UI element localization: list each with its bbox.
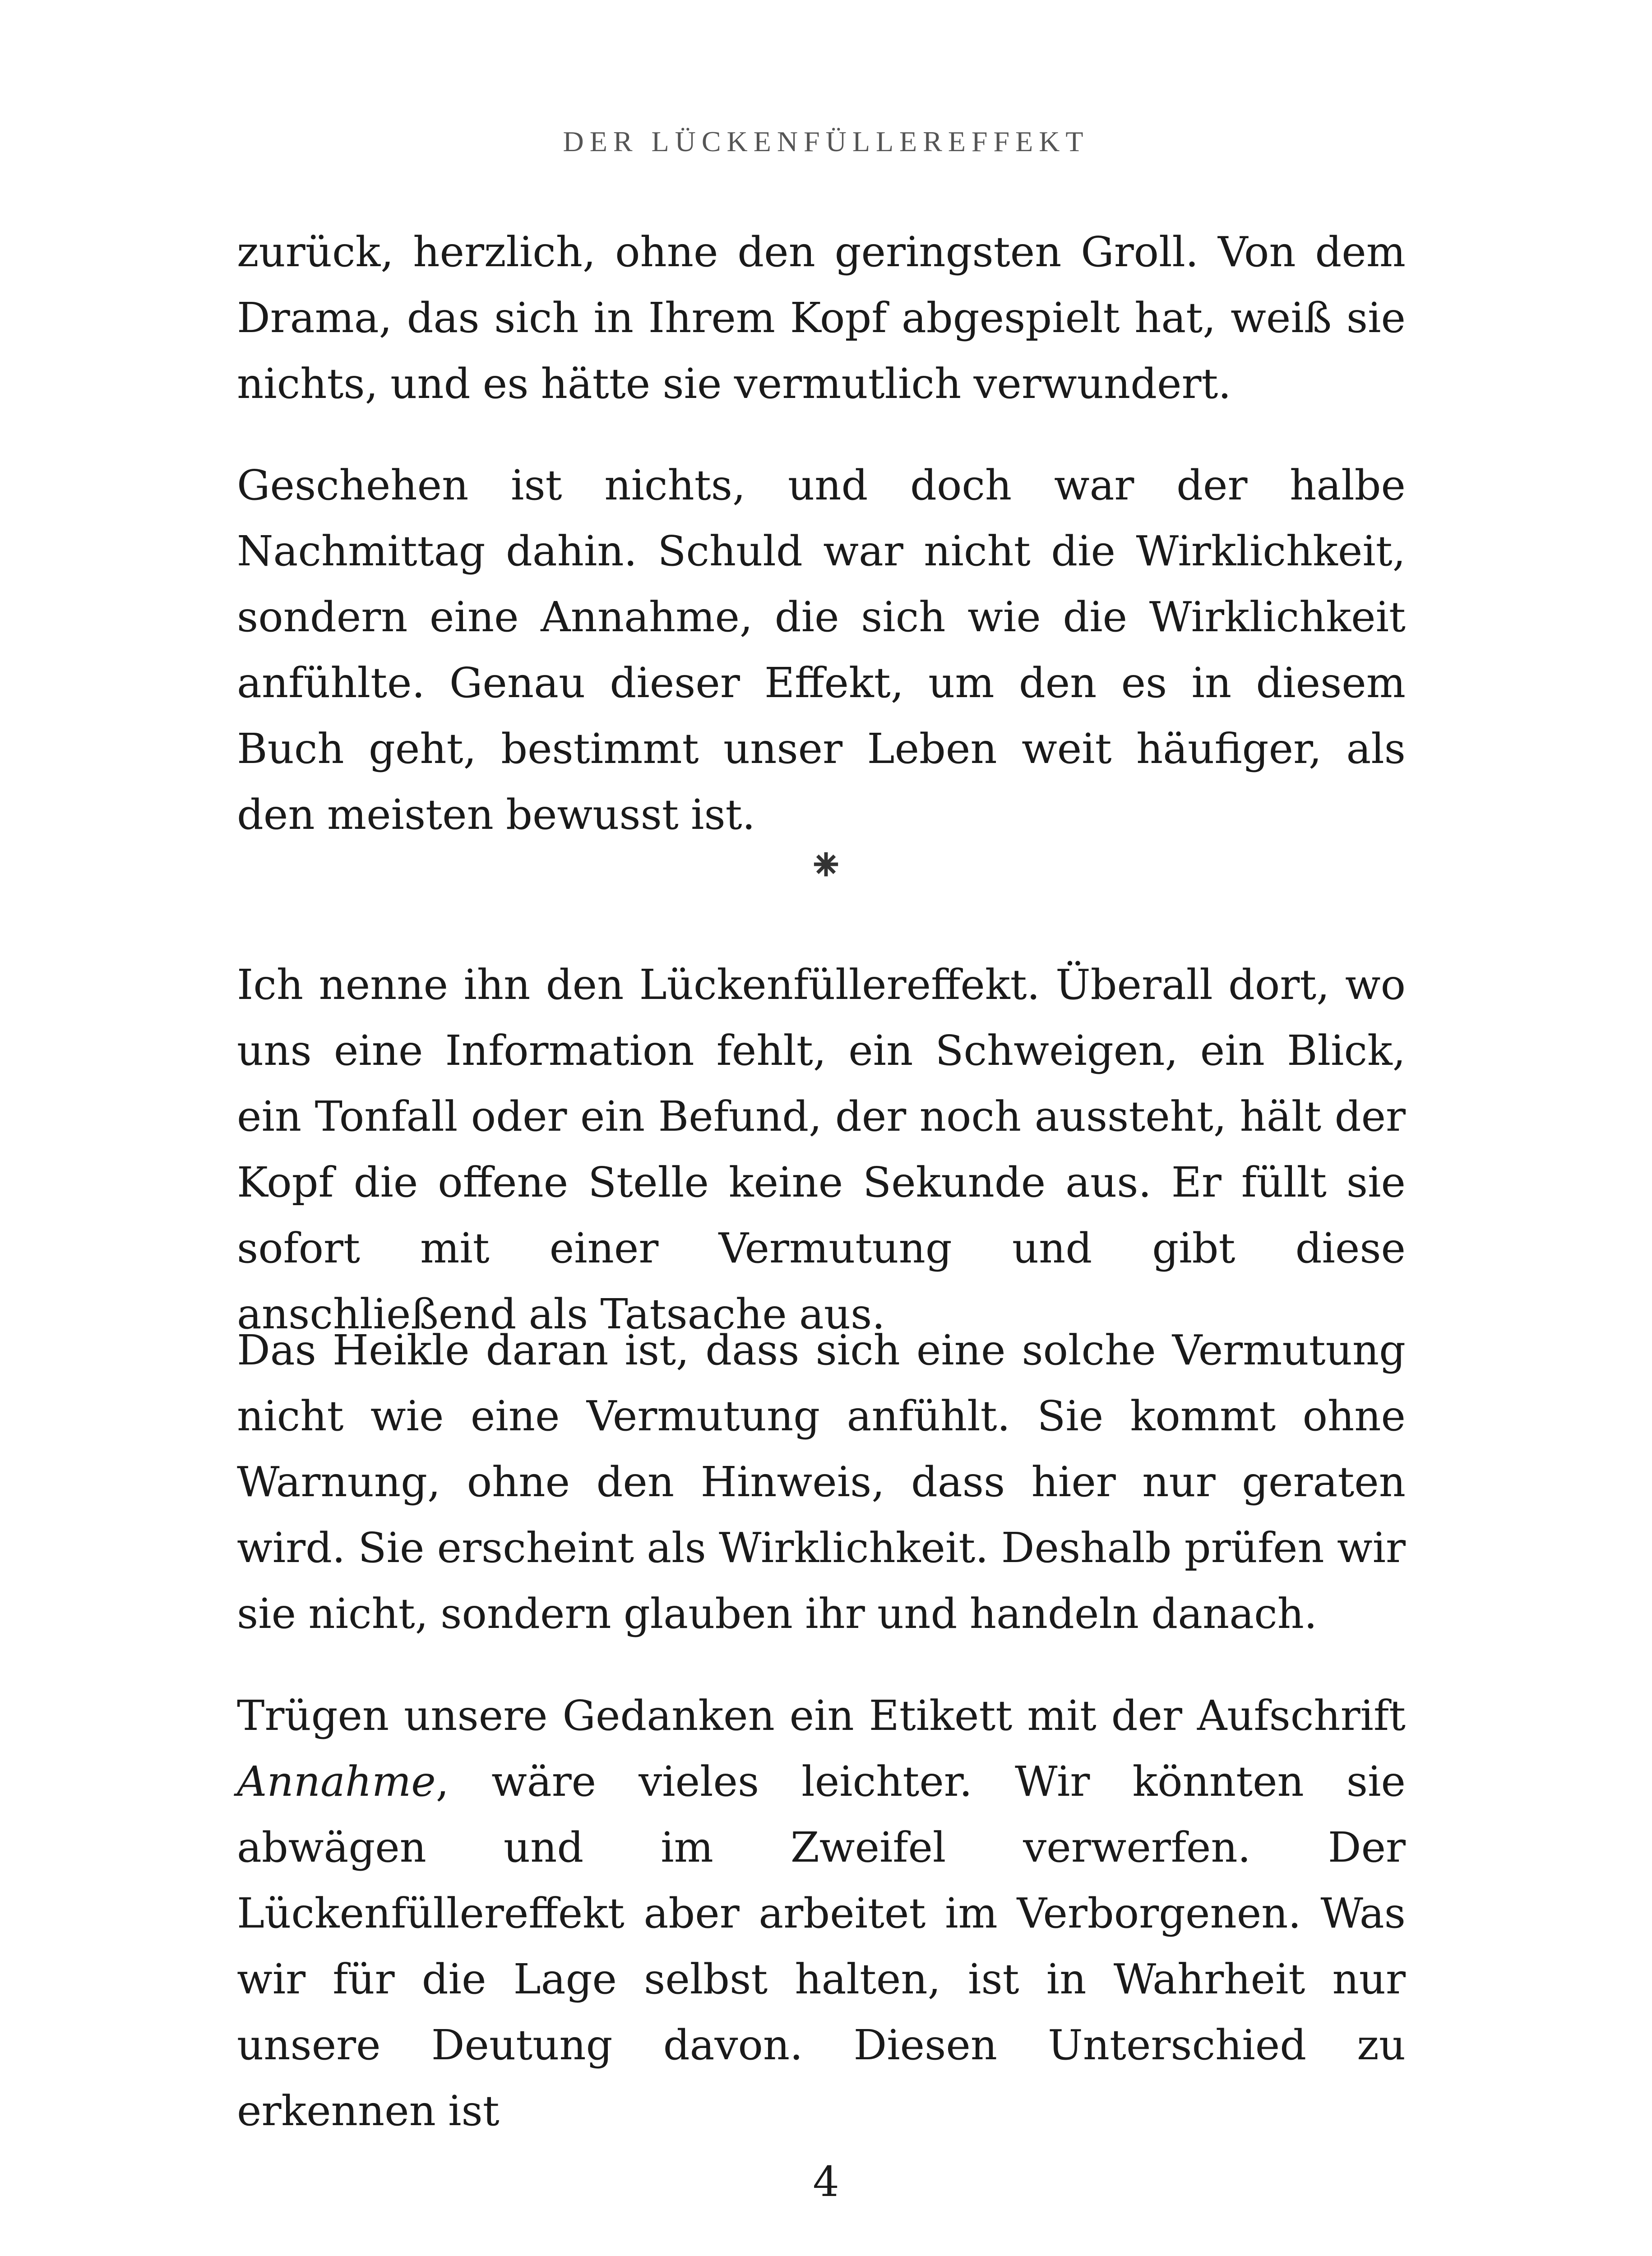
paragraph-1-text: zurück, herzlich, ohne den geringsten Groll. Von dem Drama, das sich in Ihrem Kopf abgespielt hat, weiß sie nichts, und es hätte sie vermutlich verwundert. — [237, 228, 1406, 408]
running-head: DER LÜCKENFÜLLEREFFEKT — [563, 125, 1089, 157]
paragraph-2 — [237, 453, 1406, 848]
paragraph-5-before: Trügen unsere Gedanken ein Etikett mit der Aufschrift — [237, 1692, 1406, 1740]
paragraph-3 — [237, 952, 1406, 1347]
page-number: 4 — [813, 2158, 839, 2206]
paragraph-4 — [237, 1318, 1406, 1647]
paragraph-5 — [237, 1683, 1406, 2144]
paragraph-4-text: Das Heikle daran ist, dass sich eine solche Vermutung nicht wie eine Vermutung anfühlt. Sie kommt ohne Warnung, ohne den Hinweis, dass hier nur geraten wird. Sie erscheint als Wirklichkeit. Deshalb prüfen wir sie nicht, sondern glauben ihr und handeln danach. — [237, 1326, 1406, 1638]
paragraph-2-text: Geschehen ist nichts, und doch war der halbe Nachmittag dahin. Schuld war nicht die Wirklichkeit, sondern eine Annahme, die sich wie die Wirklichkeit anfühlte. Genau dieser Effekt, um den es in diesem Buch geht, bestimmt unser Leben weit häufiger, als den meisten bewusst ist. — [237, 461, 1406, 839]
section-divider-icon: ⁕ — [807, 839, 845, 892]
paragraph-5-after: , wäre vieles leichter. Wir könnten sie abwägen und im Zweifel verwerfen. Der Lückenfüllereffekt aber arbeitet im Verborgenen. Was wir für die Lage selbst halten, ist in Wahrheit nur unsere Deutung davon. Diesen Unterschied zu erkennen ist — [237, 1757, 1406, 2135]
paragraph-5-text — [237, 1683, 1406, 2144]
paragraph-3-text: Ich nenne ihn den Lückenfüllereffekt. Überall dort, wo uns eine Information fehlt, ein Schweigen, ein Blick, ein Tonfall oder ein Befund, der noch aussteht, hält der Kopf die offene Stelle keine Sekunde aus. Er füllt sie sofort mit einer Vermutung und gibt diese anschließend als Tatsache aus. — [237, 961, 1406, 1338]
paragraph-1 — [237, 219, 1406, 417]
paragraph-5-italic-term: Annahme — [237, 1757, 436, 1806]
